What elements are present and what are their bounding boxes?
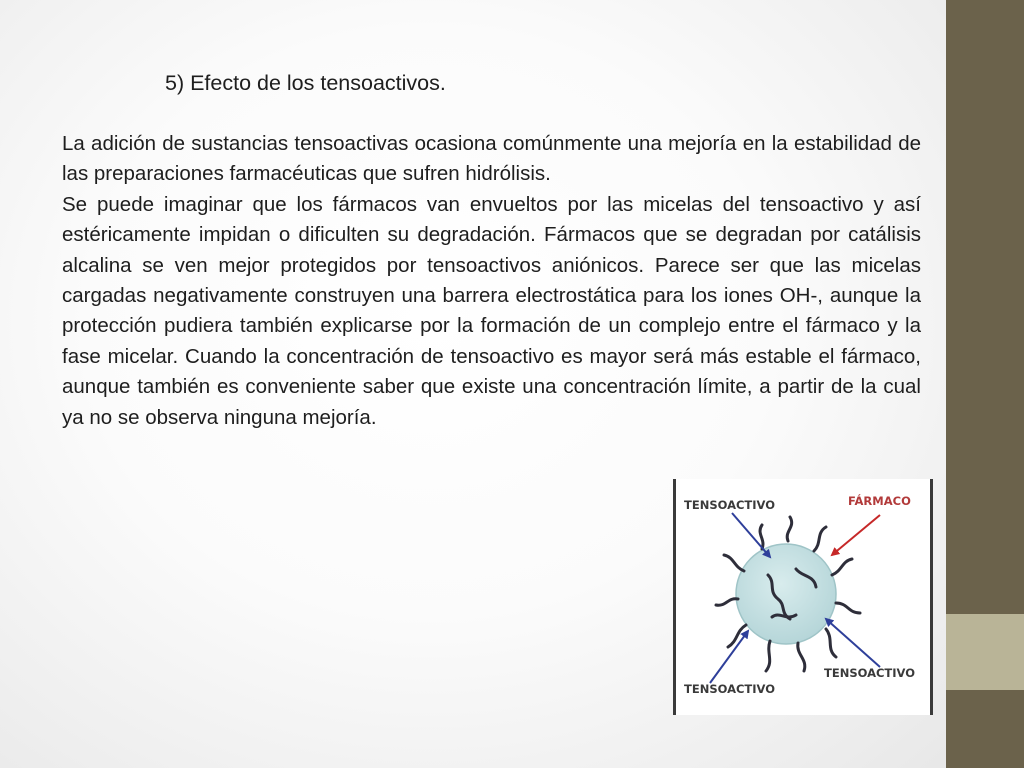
- surfactant-chain: [826, 629, 836, 657]
- paragraph-2: Se puede imaginar que los fármacos van envueltos por las micelas del tensoactivo y así estéricamente impidan o dificulten su degradación. Fármacos que se degradan por catálisis alcalina se ven mejor protegidos por tensoactivos aniónicos. Parece ser que las micelas cargadas negativamente construyen una barrera electrostática para los iones OH-, aunque la protección pudiera también explicarse por la formación de un complejo entre el fármaco y la fase micelar. Cuando la concentración de tensoactivo es mayor será más estable el fármaco, aunque también es conveniente saber que existe una concentración límite, a partir de la cual ya no se observa ninguna mejoría.: [62, 192, 921, 429]
- surfactant-chain: [766, 641, 770, 671]
- micelle-diagram: [673, 479, 933, 715]
- surfactant-chain: [772, 615, 796, 617]
- paragraph-1: La adición de sustancias tensoactivas ocasiona comúnmente una mejoría en la estabilidad de las preparaciones farmacéuticas que sufren hidrólisis.: [62, 132, 921, 186]
- label-farmaco: FÁRMACO: [848, 494, 911, 508]
- slide-body: [62, 129, 921, 433]
- micelle-sphere: [736, 544, 836, 644]
- surfactant-chain: [787, 517, 792, 541]
- surfactant-chain: [836, 603, 860, 613]
- tensoactivo-bottom-arrow: [710, 631, 748, 683]
- sidebar-accent-block: [946, 614, 1024, 690]
- surfactant-chain: [832, 559, 852, 575]
- label-tensoactivo-right: TENSOACTIVO: [824, 666, 916, 680]
- surfactant-chain: [716, 599, 738, 606]
- surfactant-chain: [814, 527, 826, 551]
- surfactant-chain: [798, 643, 805, 671]
- surfactant-chain: [724, 555, 744, 571]
- tensoactivo-right-arrow: [826, 619, 880, 667]
- micelle-diagram-svg: [676, 479, 930, 715]
- farmaco-arrow: [832, 515, 880, 555]
- slide-title: 5) Efecto de los tensoactivos.: [165, 71, 446, 95]
- label-tensoactivo-top: TENSOACTIVO: [684, 498, 776, 512]
- label-tensoactivo-bottom: TENSOACTIVO: [684, 682, 776, 696]
- tensoactivo-top-arrow: [732, 513, 770, 557]
